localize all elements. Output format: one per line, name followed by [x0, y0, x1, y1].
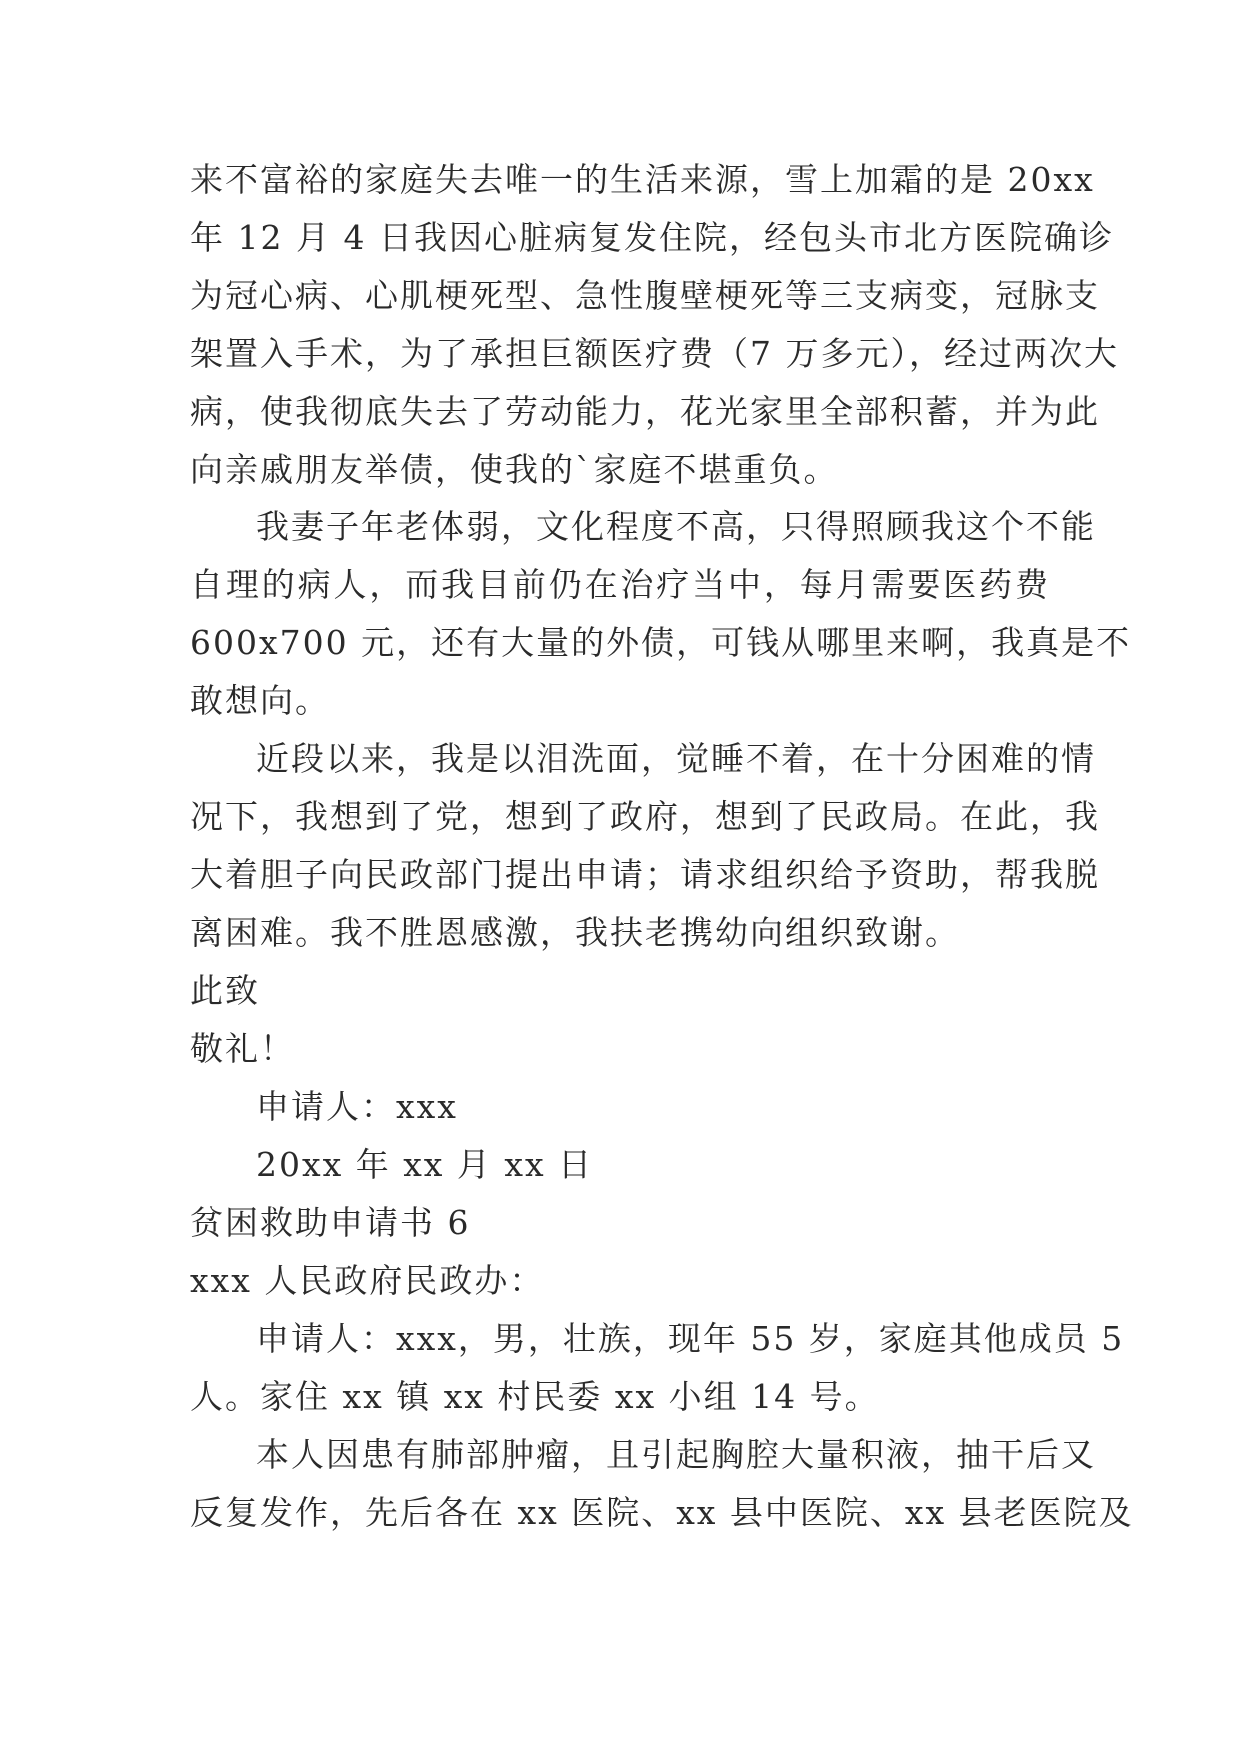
- text-line-10: 敢想向。: [190, 681, 330, 720]
- salutation-line: 敬礼！: [190, 1029, 295, 1068]
- recipient-address: xxx 人民政府民政办：: [190, 1261, 545, 1300]
- text-line-5: 病，使我彻底失去了劳动能力，花光家里全部积蓄，并为此: [190, 392, 1100, 431]
- text-line-22: 人。家住 xx 镇 xx 村民委 xx 小组 14 号。: [190, 1377, 880, 1416]
- text-line-14: 离困难。我不胜恩感激，我扶老携幼向组织致谢。: [190, 913, 960, 952]
- text-line-3: 为冠心病、心肌梗死型、急性腹壁梗死等三支病变，冠脉支: [190, 276, 1100, 315]
- text-line-1: 来不富裕的家庭失去唯一的生活来源，雪上加霜的是 20xx: [190, 160, 1095, 199]
- text-line-7: 我妻子年老体弱，文化程度不高，只得照顾我这个不能: [256, 507, 1096, 546]
- closing-line: 此致: [190, 971, 260, 1010]
- section-title: 贫困救助申请书 6: [190, 1203, 471, 1242]
- text-line-13: 大着胆子向民政部门提出申请；请求组织给予资助，帮我脱: [190, 855, 1100, 894]
- text-line-9: 600x700 元，还有大量的外债，可钱从哪里来啊，我真是不: [190, 623, 1132, 662]
- text-line-23: 本人因患有肺部肿瘤，且引起胸腔大量积液，抽干后又: [256, 1435, 1096, 1474]
- signature-date: 20xx 年 xx 月 xx 日: [256, 1145, 594, 1184]
- text-line-12: 况下，我想到了党，想到了政府，想到了民政局。在此，我: [190, 797, 1100, 836]
- text-line-24: 反复发作，先后各在 xx 医院、xx 县中医院、xx 县老医院及: [190, 1493, 1134, 1532]
- text-line-8: 自理的病人，而我目前仍在治疗当中，每月需要医药费: [190, 565, 1050, 604]
- applicant-signature: 申请人：xxx: [256, 1087, 458, 1126]
- text-line-6: 向亲戚朋友举债，使我的`家庭不堪重负。: [190, 450, 839, 489]
- text-line-2: 年 12 月 4 日我因心脏病复发住院，经包头市北方医院确诊: [190, 218, 1114, 257]
- text-line-4: 架置入手术，为了承担巨额医疗费（7 万多元），经过两次大: [190, 334, 1119, 373]
- text-line-11: 近段以来，我是以泪洗面，觉睡不着，在十分困难的情: [256, 739, 1096, 778]
- text-line-21: 申请人：xxx，男，壮族，现年 55 岁，家庭其他成员 5: [256, 1319, 1125, 1358]
